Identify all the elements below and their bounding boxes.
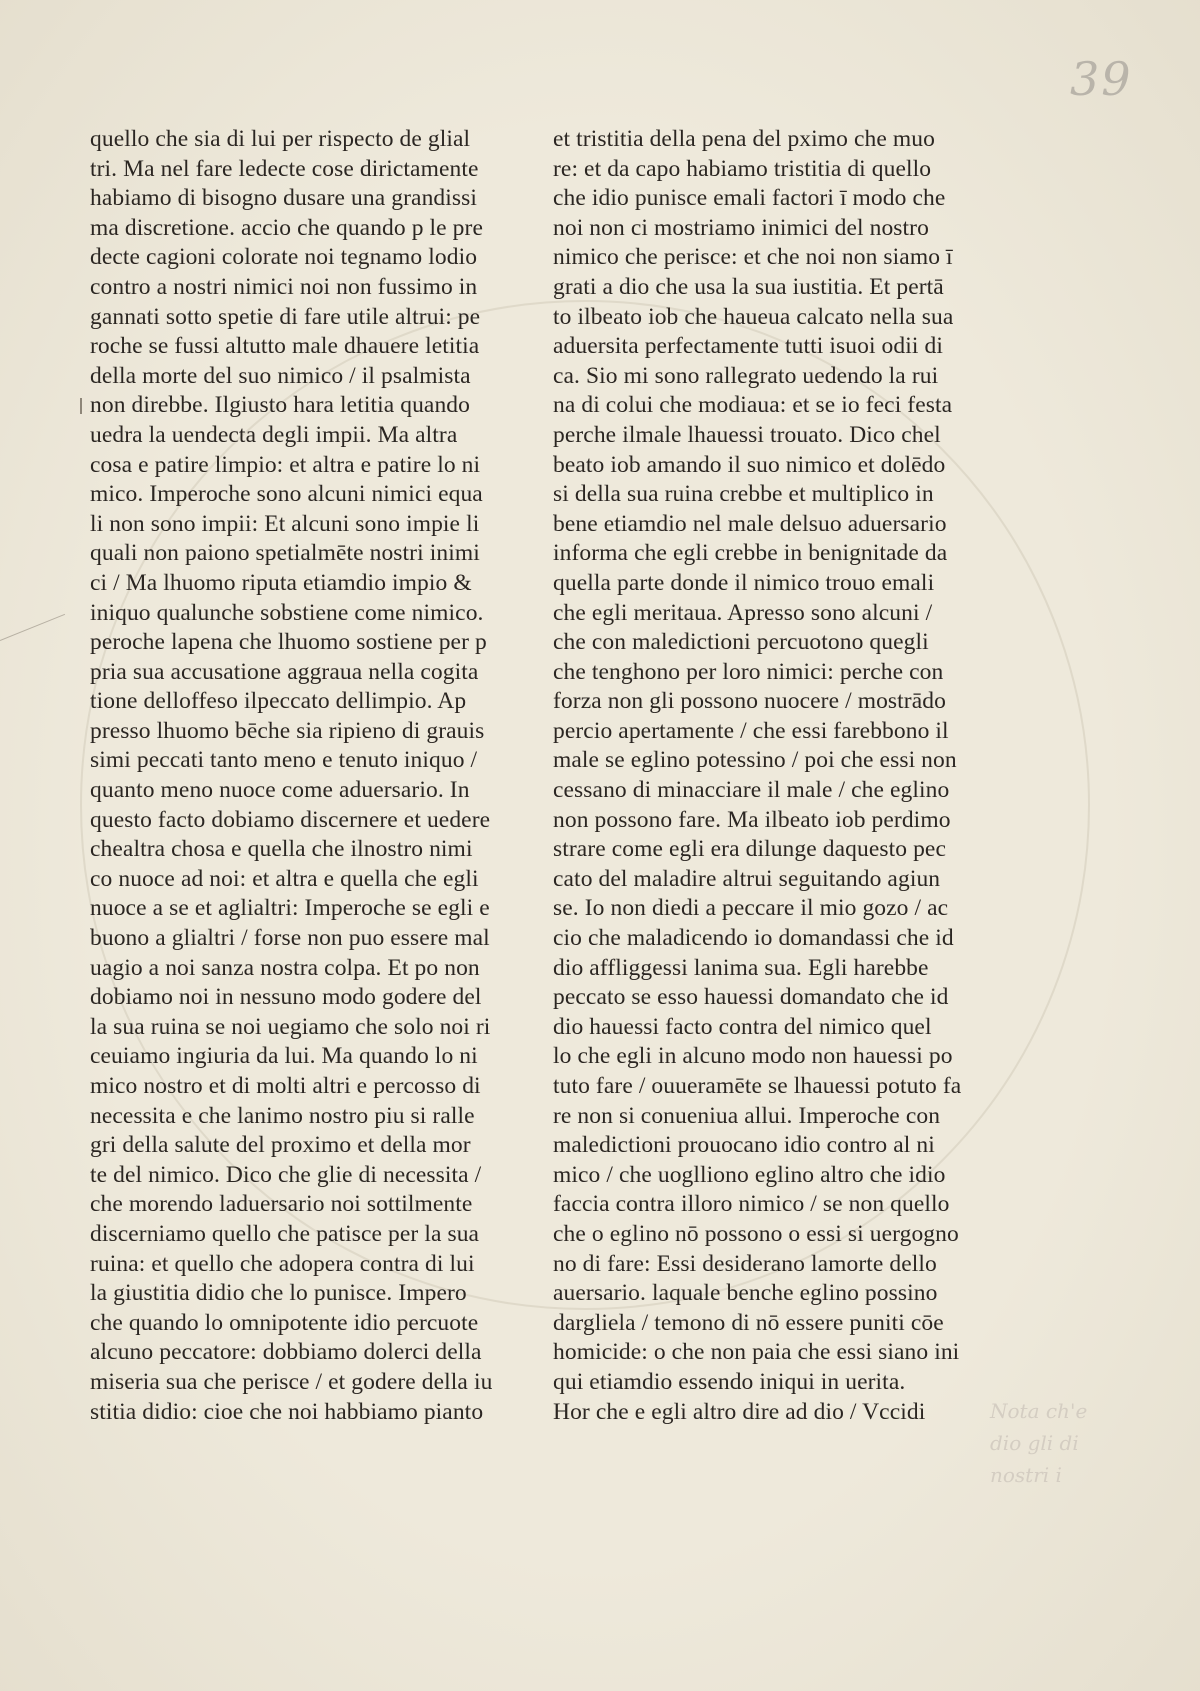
text-line: nimico che perisce: et che noi non siamo ī <box>553 244 953 271</box>
text-line: che idio punisce emali factori ī modo che <box>553 185 946 212</box>
text-line: mico / che uoglliono eglino altro che idio <box>553 1161 946 1188</box>
text-line: ma discretione. accio che quando p le pre <box>90 214 483 241</box>
folio-number: 39 <box>1070 52 1133 106</box>
text-line: della morte del suo nimico / il psalmista <box>90 362 471 389</box>
text-line: to ilbeato iob che haueua calcato nella sua <box>553 303 954 330</box>
text-line: quello che sia di lui per rispecto de glial <box>90 126 471 152</box>
text-line: peccato se esso hauessi domandato che id <box>553 984 949 1011</box>
text-line: beato iob amando il suo nimico et dolēdo <box>553 451 946 478</box>
text-line: che egli meritaua. Apresso sono alcuni / <box>553 599 933 626</box>
text-line: iniquo qualunche sobstiene come nimico. <box>90 599 484 626</box>
text-line: roche se fussi altutto male dhauere letitia <box>90 333 480 360</box>
text-line: buono a glialtri / forse non puo essere mal <box>90 925 490 952</box>
text-line: che con maledictioni percuotono quegli <box>553 629 929 656</box>
text-line: uedra la uendecta degli impii. Ma altra <box>90 421 458 448</box>
text-line: tuto fare / ouueramēte se lhauessi potuto fa <box>553 1073 962 1099</box>
text-line: cio che maladicendo io domandassi che id <box>553 925 954 952</box>
text-line: si della sua ruina crebbe et multiplico in <box>553 481 934 508</box>
text-line: ci / Ma lhuomo riputa etiamdio impio & <box>90 569 472 596</box>
text-line: te del nimico. Dico che glie di necessita / <box>90 1161 482 1188</box>
text-line: la sua ruina se noi uegiamo che solo noi ri <box>90 1013 491 1040</box>
text-line: questo facto dobiamo discernere et uedere <box>90 806 491 833</box>
text-line: quella parte donde il nimico trouo emali <box>553 569 935 596</box>
text-line: grati a dio che usa la sua iustitia. Et pertā <box>553 273 944 300</box>
text-line: ca. Sio mi sono rallegrato uedendo la rui <box>553 362 939 389</box>
text-line: che o eglino nō possono o essi si uergogno <box>553 1220 959 1247</box>
text-line: mico. Imperoche sono alcuni nimici equa <box>90 481 483 508</box>
text-line: strare come egli era dilunge daquesto pec <box>553 836 946 863</box>
text-line: homicide: o che non paia che essi siano ini <box>553 1339 960 1366</box>
text-line: che quando lo omnipotente idio percuote <box>90 1309 479 1336</box>
text-line: contro a nostri nimici noi non fussimo in <box>90 273 478 300</box>
annotation-line: nostri i <box>990 1463 1062 1487</box>
text-line: non direbbe. Ilgiusto hara letitia quando <box>90 392 470 419</box>
text-line: gannati sotto spetie di fare utile altrui: pe <box>90 303 481 330</box>
text-line: na di colui che modiaua: et se io feci festa <box>553 392 953 419</box>
text-line: dio hauessi facto contra del nimico quel <box>553 1013 932 1040</box>
text-line: habiamo di bisogno dusare una grandissi <box>90 185 478 212</box>
text-line: dobiamo noi in nessuno modo godere del <box>90 984 482 1011</box>
text-line: no di fare: Essi desiderano lamorte dello <box>553 1250 937 1277</box>
text-line: tione delloffeso ilpeccato dellimpio. Ap <box>90 688 467 715</box>
text-line: noi non ci mostriamo inimici del nostro <box>553 214 929 241</box>
text-line: ceuiamo ingiuria da lui. Ma quando lo ni <box>90 1043 478 1070</box>
text-line: Hor che e egli altro dire ad dio / Vccidi <box>553 1398 926 1425</box>
text-line: dio affliggessi lanima sua. Egli harebbe <box>553 954 929 981</box>
text-line: che tenghono per loro nimici: perche con <box>553 658 944 685</box>
text-line: male se eglino potessino / poi che essi non <box>553 747 957 774</box>
text-line: gri della salute del proximo et della mor <box>90 1132 471 1159</box>
text-line: uagio a noi sanza nostra colpa. Et po non <box>90 954 480 981</box>
text-line: miseria sua che perisce / et godere della iu <box>90 1368 493 1395</box>
text-line: tri. Ma nel fare ledecte cose dirictamente <box>90 155 479 182</box>
text-line: re: et da capo habiamo tristitia di quello <box>553 155 932 182</box>
text-line: se. Io non diedi a peccare il mio gozo / ac <box>553 895 949 922</box>
text-line: percio apertamente / che essi farebbono il <box>553 717 949 744</box>
text-line: stitia didio: cioe che noi habbiamo pianto <box>90 1398 484 1425</box>
annotation-line: dio gli di <box>990 1431 1079 1455</box>
text-line: la giustitia didio che lo punisce. Impero <box>90 1280 467 1307</box>
text-line: cato del maladire altrui seguitando agiun <box>553 865 941 892</box>
marginal-annotation <box>990 1395 1190 1491</box>
text-line: re non si conueniua allui. Imperoche con <box>553 1102 941 1129</box>
text-line: co nuoce ad noi: et altra e quella che egli <box>90 865 479 892</box>
text-line: non possono fare. Ma ilbeato iob perdimo <box>553 806 951 833</box>
text-line: mico nostro et di molti altri e percosso di <box>90 1073 481 1099</box>
annotation-line: Nota ch'e <box>990 1399 1088 1423</box>
margin-tick <box>80 398 82 414</box>
text-line: bene etiamdio nel male delsuo aduersario <box>553 510 947 537</box>
text-line: forza non gli possono nuocere / mostrādo <box>553 688 946 715</box>
text-line: ruina: et quello che adopera contra di lui <box>90 1250 475 1277</box>
text-line: quanto meno nuoce come aduersario. In <box>90 777 470 804</box>
text-line: discerniamo quello che patisce per la sua <box>90 1220 480 1247</box>
text-line: cosa e patire limpio: et altra e patire lo ni <box>90 451 481 478</box>
text-line: lo che egli in alcuno modo non hauessi po <box>553 1043 953 1070</box>
text-line: alcuno peccatore: dobbiamo dolerci della <box>90 1339 482 1366</box>
left-text-column <box>90 125 540 1427</box>
text-line: decte cagioni colorate noi tegnamo lodio <box>90 244 478 271</box>
text-line: che morendo laduersario noi sottilmente <box>90 1191 473 1218</box>
text-line: nuoce a se et aglialtri: Imperoche se egli e <box>90 895 490 922</box>
text-line: dargliela / temono di nō essere puniti cōe <box>553 1309 944 1336</box>
text-line: perche ilmale lhauessi trouato. Dico chel <box>553 421 941 448</box>
text-line: presso lhuomo bēche sia ripieno di grauis <box>90 717 485 744</box>
text-line: maledictioni prouocano idio contro al ni <box>553 1132 935 1159</box>
text-line: simi peccati tanto meno e tenuto iniquo / <box>90 747 478 774</box>
text-line: cessano di minacciare il male / che eglino <box>553 777 950 804</box>
text-line: li non sono impii: Et alcuni sono impie li <box>90 510 480 537</box>
text-line: informa che egli crebbe in benignitade da <box>553 540 948 567</box>
text-line: pria sua accusatione aggraua nella cogita <box>90 658 479 685</box>
text-line: necessita e che lanimo nostro piu si ralle <box>90 1102 475 1129</box>
text-line: auersario. laquale benche eglino possino <box>553 1280 938 1307</box>
text-line: qui etiamdio essendo iniqui in uerita. <box>553 1368 906 1395</box>
text-line: et tristitia della pena del pximo che muo <box>553 126 935 152</box>
paper-mark <box>0 614 65 641</box>
text-line: faccia contra illoro nimico / se non quello <box>553 1191 950 1218</box>
text-line: peroche lapena che lhuomo sostiene per p <box>90 629 487 656</box>
text-line: quali non paiono spetialmēte nostri inimi <box>90 540 480 567</box>
right-text-column <box>553 125 1003 1427</box>
text-line: chealtra chosa e quella che ilnostro nimi <box>90 836 473 863</box>
text-line: aduersita perfectamente tutti isuoi odii di <box>553 333 943 360</box>
